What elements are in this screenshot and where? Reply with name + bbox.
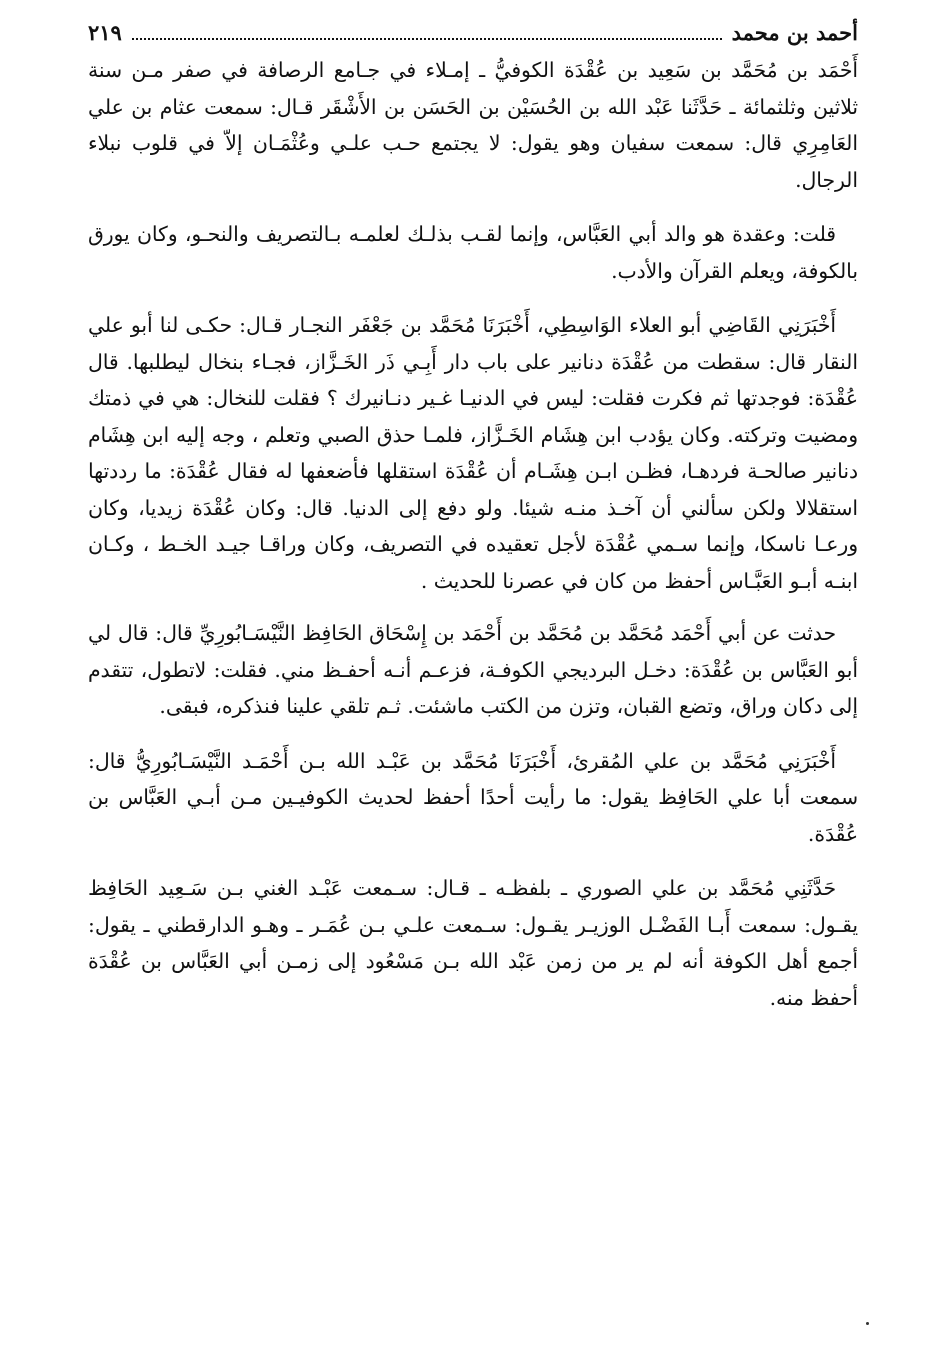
paragraph-2: قلت: وعقدة هو والد أبي العَبَّاس، وإنما لقـب بذلـك لعلمـه بـالتصريف والنحـو، وكان يورق بالكوفة، ويعلم القرآن والأدب.: [88, 222, 858, 283]
document-page: [88, 18, 858, 1016]
paragraph-1: أَحْمَد بن مُحَمَّد بن سَعِيد بن عُقْدَة الكوفيُّ ـ إمـلاء في جـامع الرصافة في صفر مـن سنة ثلاثين وثلثمائة ـ حَدَّثَنا عَبْد الله بن الحُسَيْن بن الحَسَن بن الأَشْقَر قـال: سمعت عثام بن علي العَامِرِي قال: سمعت سفيان وهو يقول: لا يجتمع حـب علـي وعُثْمَـان إلاّ في قلوب نبلاء الرجال.: [88, 58, 858, 192]
paragraph-5: أَخْبَرَنِي مُحَمَّد بن علي المُقرئ، أَخْبَرَنَا مُحَمَّد بن عَبْـد الله بـن أَحْمَـد النَّيْسَـابُورِيُّ قال: سمعت أبا علي الحَافِظ يقول: ما رأيت أحدًا أحفظ لحديث الكوفيـين مـن أبـي العَبَّاس بن عُقْدَة.: [88, 748, 858, 846]
page-number: ٢١٩: [88, 20, 122, 45]
header-dot-leader: [132, 20, 722, 40]
page-mark: [866, 1322, 869, 1325]
paragraph-6: حَدَّثَنِي مُحَمَّد بن علي الصوري ـ بلفظـه ـ قـال: سـمعت عَبْـد الغني بـن سَـعِيد الحَافِظ يقـول: سمعت أَبـا الفَضْـل الوزيـر يقـول: سـمعت علـي بـن عُمَـر ـ وهـو الدارقطني ـ يقول: أجمع أهل الكوفة أنه لم ير من زمن عَبْد الله بـن مَسْعُود إلى زمـن أبي العَبَّاس بن عُقْدَة أحفظ منه.: [88, 876, 858, 1010]
page-header: [88, 18, 858, 52]
running-title: أحمد بن محمد: [731, 20, 858, 45]
paragraph-3: أَخْبَرَنِي القَاضِي أبو العلاء الوَاسِطِي، أَخْبَرَنَا مُحَمَّد بن جَعْفَر النجـار قـال: حكـى لنا أبو علي النقار قال: سقطت من عُقْدَة دنانير على باب دار أَبِـي ذَر الخَـزَّاز، فجـاء بنخال ليطلبها. قال عُقْدَة: فوجدتها ثم فكرت فقلت: ليس في الدنيـا غـير دنـانيرك ؟ فقلت للنخال: هي في ذمتك ومضيت وتركته. وكان يؤدب ابن هِشَام الخَـزَّاز، فلمـا حذق الصبي وتعلم ، وجه إليه ابن هِشَام دنانير صالحـة فردهـا، فظـن ابـن هِشَـام أن عُقْدَة استقلها فأضعفها له فقال عُقْدَة: ما رددتها استقلالا ولكن سألني أن آخـذ منـه شيئا. ولو دفع إلى الدنيا. قال: وكان عُقْدَة زيديا، وكان ورعـا ناسكا، وإنما سـمي عُقْدَة لأجل تعقيده في التصريف، وكان وراقـا جيـد الخـط ، وكـان ابنـه أبـو العَبَّـاس أحفظ من كان في عصرنا للحديث .: [88, 313, 858, 593]
paragraph-4: حدثت عن أبي أَحْمَد مُحَمَّد بن مُحَمَّد بن أَحْمَد بن إِسْحَاق الحَافِظ النَّيْسَـابُورِيِّ قال: قال لي أبو العَبَّاس بن عُقْدَة: دخـل البرديجي الكوفـة، فزعـم أنـه أحفـظ مني. فقلت: لاتطول، تتقدم إلى دكان وراق، وتضع القبان، وتزن من الكتب ماشئت. ثـم تلقي علينا فنذكره، فبقى.: [88, 621, 858, 718]
